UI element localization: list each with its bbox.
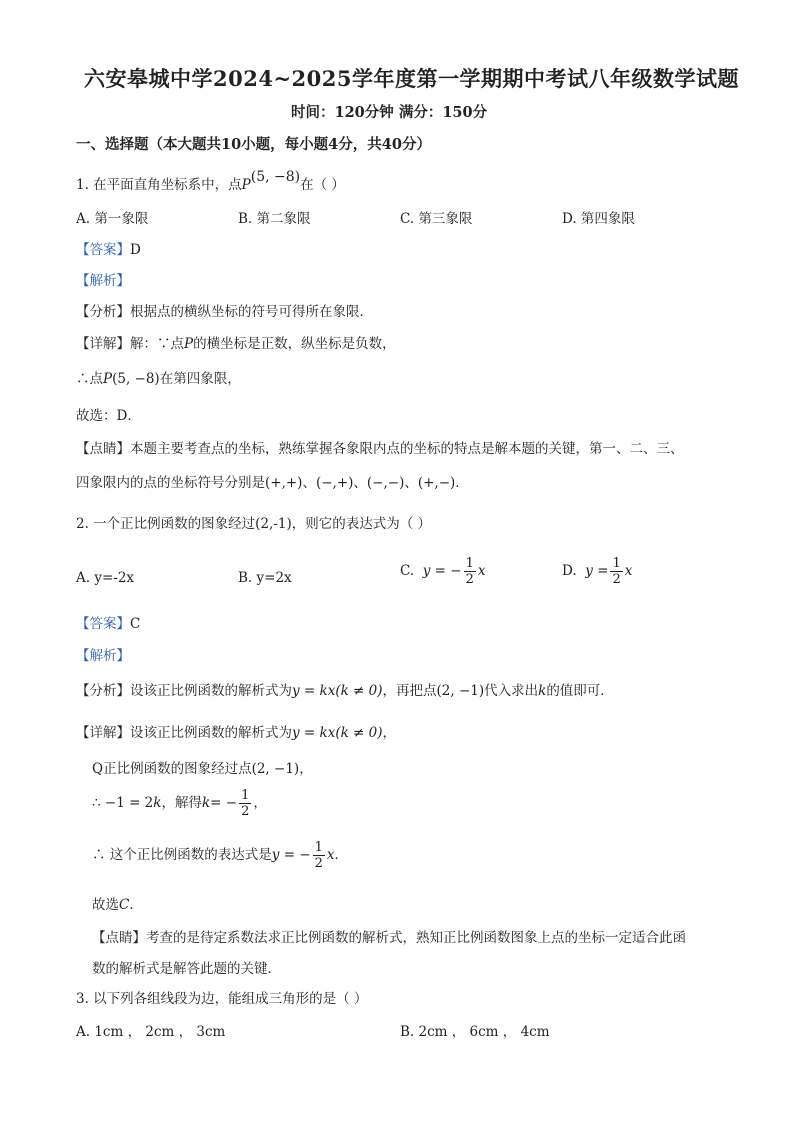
q2-choose-text: 故选 bbox=[92, 897, 119, 913]
q2-fenxi-tail: 的值即可． bbox=[546, 683, 614, 699]
q1-fenxi bbox=[76, 303, 373, 321]
q2-dianjing-line1 bbox=[92, 929, 686, 947]
q2-fenxi bbox=[76, 682, 614, 700]
q2-detail-text: 设该正比例函数的解析式为 bbox=[130, 725, 292, 741]
page-title: 六安皋城中学2024~2025学年度第一学期期中考试八年级数学试题 bbox=[84, 66, 739, 91]
q1-conclusion-var: P bbox=[103, 371, 113, 387]
frac-num: 1 bbox=[465, 556, 474, 571]
q2-fenxi-post-pre: 代入求出 bbox=[484, 683, 539, 699]
q2-step1-point: (2, −1) bbox=[251, 761, 300, 777]
q2-step1-text: Q正比例函数的图象经过点 bbox=[92, 761, 252, 777]
frac-num: 1 bbox=[612, 556, 621, 571]
q2-stem: 2. 一个正比例函数的图象经过(2,-1)，则它的表达式为（ ） bbox=[76, 516, 432, 532]
q1-conclusion-tail: 在第四象限， bbox=[159, 371, 241, 387]
q2-detail-formula: y = kx(k ≠ 0) bbox=[292, 725, 383, 741]
q2-option-c bbox=[400, 556, 485, 587]
q1-detail-line1 bbox=[76, 335, 396, 353]
q1-point-coord: (5, −8) bbox=[250, 169, 301, 185]
q2-step3-formula: y = − bbox=[271, 847, 311, 863]
q1-stem bbox=[76, 169, 345, 194]
dianjing-tag: 【点睛】 bbox=[92, 930, 146, 946]
q2-option-d-formula: y = bbox=[585, 563, 609, 579]
q2-fenxi-mid: ，再把点 bbox=[382, 683, 437, 699]
q1-point-var: P bbox=[241, 177, 251, 193]
q2-step2-eq: = − bbox=[210, 795, 238, 811]
q1-dianjing-line1 bbox=[76, 440, 684, 458]
q1-stem-text: 1. 在平面直角坐标系中，点 bbox=[76, 177, 242, 193]
fraction bbox=[610, 556, 622, 587]
q2-option-c-formula: y = − bbox=[422, 563, 462, 579]
q1-detail-var: P bbox=[184, 336, 194, 352]
q2-option-b: B. y=2x bbox=[238, 570, 292, 586]
q1-choose: 故选：D． bbox=[76, 408, 141, 424]
q2-detail-tail: ， bbox=[382, 725, 397, 741]
q2-step3-tail: ． bbox=[334, 847, 349, 863]
answer-tag: 【答案】 bbox=[76, 616, 130, 632]
dianjing-tag: 【点睛】 bbox=[76, 441, 130, 457]
q2-step3 bbox=[92, 840, 348, 871]
q2-step1 bbox=[92, 760, 313, 778]
fenxi-tag: 【分析】 bbox=[76, 683, 130, 699]
q2-option-d-label: D. bbox=[562, 563, 577, 579]
q2-fenxi-text: 设该正比例函数的解析式为 bbox=[130, 683, 292, 699]
frac-den: 2 bbox=[314, 856, 323, 871]
q2-option-c-var: x bbox=[477, 563, 486, 579]
q2-fenxi-k: k bbox=[538, 683, 547, 699]
q2-option-c-label: C. bbox=[400, 563, 415, 579]
q2-fenxi-formula: y = kx(k ≠ 0) bbox=[292, 683, 383, 699]
q2-step2-text: ∴ −1 = 2 bbox=[92, 795, 154, 811]
q1-conclusion-coord: (5, −8) bbox=[112, 371, 160, 387]
q1-conclusion-text: ∴点 bbox=[76, 371, 103, 387]
q1-option-c: C. 第三象限 bbox=[400, 211, 473, 227]
frac-den: 2 bbox=[241, 804, 250, 819]
q2-dianjing-text: 考查的是待定系数法求正比例函数的解析式，熟知正比例函数图象上点的坐标一定适合此函 bbox=[146, 930, 686, 946]
q2-step3-text: ∴ 这个正比例函数的表达式是 bbox=[92, 847, 272, 863]
q1-option-a: A. 第一象限 bbox=[76, 211, 149, 227]
q1-answer-value: D bbox=[130, 242, 141, 258]
q2-option-d-var: x bbox=[624, 563, 633, 579]
answer-tag: 【答案】 bbox=[76, 242, 130, 258]
q3-option-b: B. 2cm ， 6cm ， 4cm bbox=[400, 1024, 550, 1040]
frac-num: 1 bbox=[314, 840, 323, 855]
q2-analysis-tag: 【解析】 bbox=[76, 648, 130, 664]
q2-step3-var: x bbox=[326, 847, 335, 863]
q2-choose-tail: ． bbox=[129, 897, 143, 913]
q1-detail-text: 解：∵点 bbox=[130, 336, 184, 352]
q1-detail-line2 bbox=[76, 370, 241, 388]
fraction bbox=[464, 556, 476, 587]
section-heading: 一、选择题（本大题共10小题，每小题4分，共40分） bbox=[76, 136, 431, 153]
fraction bbox=[313, 840, 325, 871]
q2-step2-k: k bbox=[153, 795, 162, 811]
q1-analysis-tag: 【解析】 bbox=[76, 273, 130, 289]
frac-den: 2 bbox=[465, 572, 474, 587]
q3-stem: 3. 以下列各组线段为边，能组成三角形的是（ ） bbox=[76, 991, 368, 1007]
q2-choose bbox=[92, 896, 143, 914]
q2-answer-value: C bbox=[130, 616, 141, 632]
q2-step2-k2: k bbox=[201, 795, 211, 811]
q1-option-b: B. 第二象限 bbox=[238, 211, 311, 227]
q2-answer bbox=[76, 615, 140, 633]
q1-fenxi-text: 根据点的横纵坐标的符号可得所在象限． bbox=[130, 304, 373, 320]
q1-answer bbox=[76, 241, 141, 259]
detail-tag: 【详解】 bbox=[76, 336, 130, 352]
q1-stem-tail: 在（ ） bbox=[300, 177, 345, 193]
q2-option-d bbox=[562, 556, 632, 587]
fenxi-tag: 【分析】 bbox=[76, 304, 130, 320]
detail-tag: 【详解】 bbox=[76, 725, 130, 741]
exam-info: 时间：120分钟 满分：150分 bbox=[291, 104, 488, 121]
q1-detail-text-tail: 的横坐标是正数，纵坐标是负数， bbox=[193, 336, 396, 352]
q2-step2-tail: ， bbox=[253, 795, 267, 811]
q1-dianjing-text: 本题主要考查点的坐标，熟练掌握各象限内点的坐标的特点是解本题的关键，第一、二、三、 bbox=[130, 441, 684, 457]
frac-den: 2 bbox=[612, 572, 621, 587]
fraction bbox=[239, 788, 251, 819]
q2-fenxi-point: (2, −1) bbox=[436, 683, 485, 699]
q1-dianjing-line2: 四象限内的点的坐标符号分别是(+,+)、(−,+)、(−,−)、(+,−)． bbox=[76, 475, 469, 491]
q2-detail bbox=[76, 724, 396, 742]
q3-option-a: A. 1cm ， 2cm ， 3cm bbox=[76, 1024, 226, 1040]
frac-num: 1 bbox=[241, 788, 250, 803]
q2-choose-value: C bbox=[119, 897, 130, 913]
q2-option-a: A. y=-2x bbox=[76, 570, 135, 586]
q2-step2-mid: ，解得 bbox=[161, 795, 202, 811]
q2-step2 bbox=[92, 788, 267, 819]
q1-option-d: D. 第四象限 bbox=[562, 211, 635, 227]
q2-step1-tail: ， bbox=[299, 761, 313, 777]
q2-dianjing-line2: 数的解析式是解答此题的关键． bbox=[92, 961, 281, 977]
